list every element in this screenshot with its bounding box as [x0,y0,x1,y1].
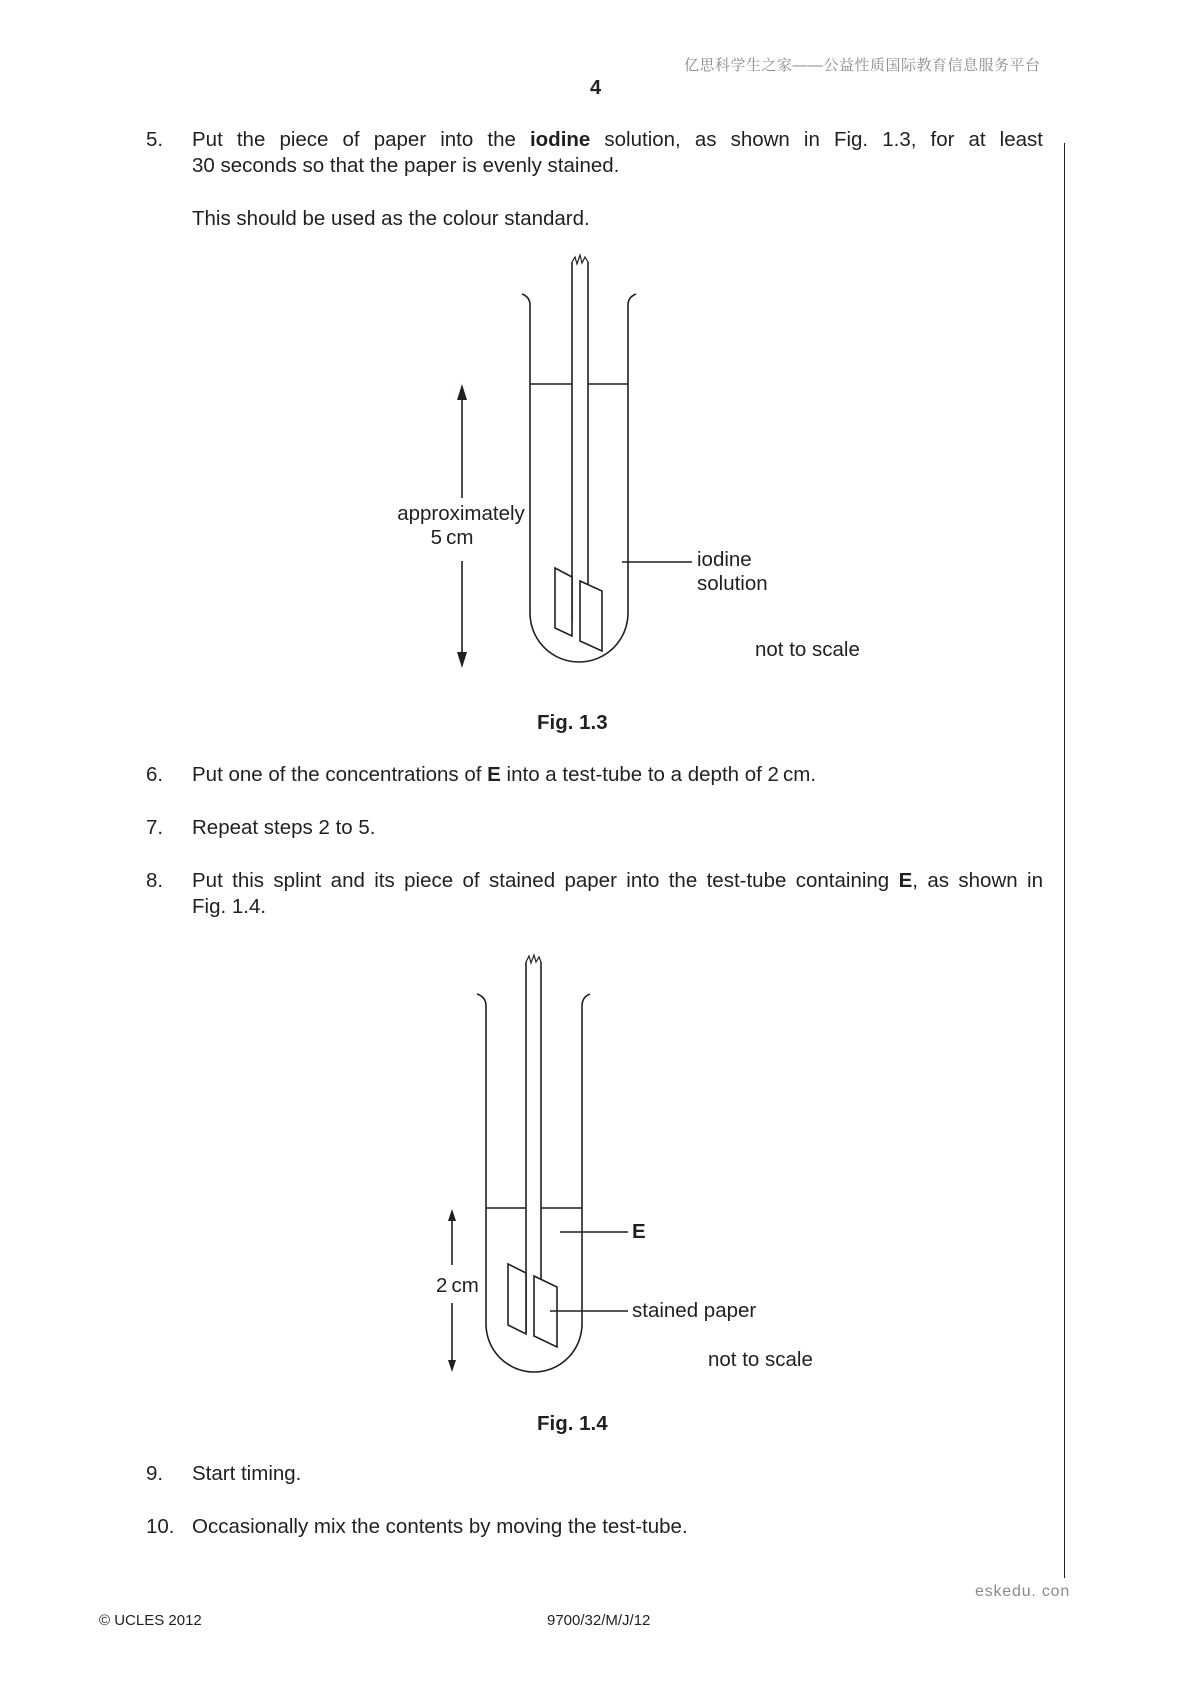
header-watermark: 亿思科学生之家——公益性质国际教育信息服务平台 [684,57,1041,74]
arrowhead-up [448,1209,456,1221]
footer-copyright: © UCLES 2012 [99,1612,202,1629]
fig-1-3-caption: Fig. 1.3 [537,711,608,734]
paper-piece-back [508,1264,526,1334]
step-7: 7. Repeat steps 2 to 5. [146,816,376,839]
not-to-scale-label: not to scale [755,638,860,661]
step-8: 8. Put this splint and its piece of stained paper into the test-tube containing E, as shown in Fig. 1.4. [146,869,1043,918]
step-5-line-2: 30 seconds so that the paper is evenly stained. [192,154,620,177]
E-label: E [632,1220,646,1243]
not-to-scale-label: not to scale [708,1348,813,1371]
fig-1-4-caption: Fig. 1.4 [537,1412,608,1435]
arrowhead-down [448,1360,456,1372]
step-5-line-3: This should be used as the colour standard. [192,207,590,230]
bold-term-E: E [898,869,913,892]
footer-watermark: eskedu. con [975,1583,1071,1600]
depth-label: 2 cm [436,1274,479,1297]
bold-term-E: E [487,763,501,786]
step-9: 9. Start timing. [146,1462,302,1485]
page-number: 4 [590,77,602,99]
bold-term-iodine: iodine [529,128,591,151]
step-6: 6. Put one of the concentrations of E into a test-tube to a depth of 2 cm. [146,763,817,786]
step-number: 5. [146,128,164,151]
depth-label: approximately 5 cm [397,502,525,549]
step-10: 10. Occasionally mix the contents by moving the test-tube. [146,1515,688,1538]
step-5-line-1: Put the piece of paper into the iodine solution, as shown in Fig. 1.3, for at least [192,128,1043,151]
stained-paper-label: stained paper [632,1299,757,1322]
footer-paper-code: 9700/32/M/J/12 [547,1612,651,1629]
iodine-solution-label: iodine solution [697,548,768,595]
